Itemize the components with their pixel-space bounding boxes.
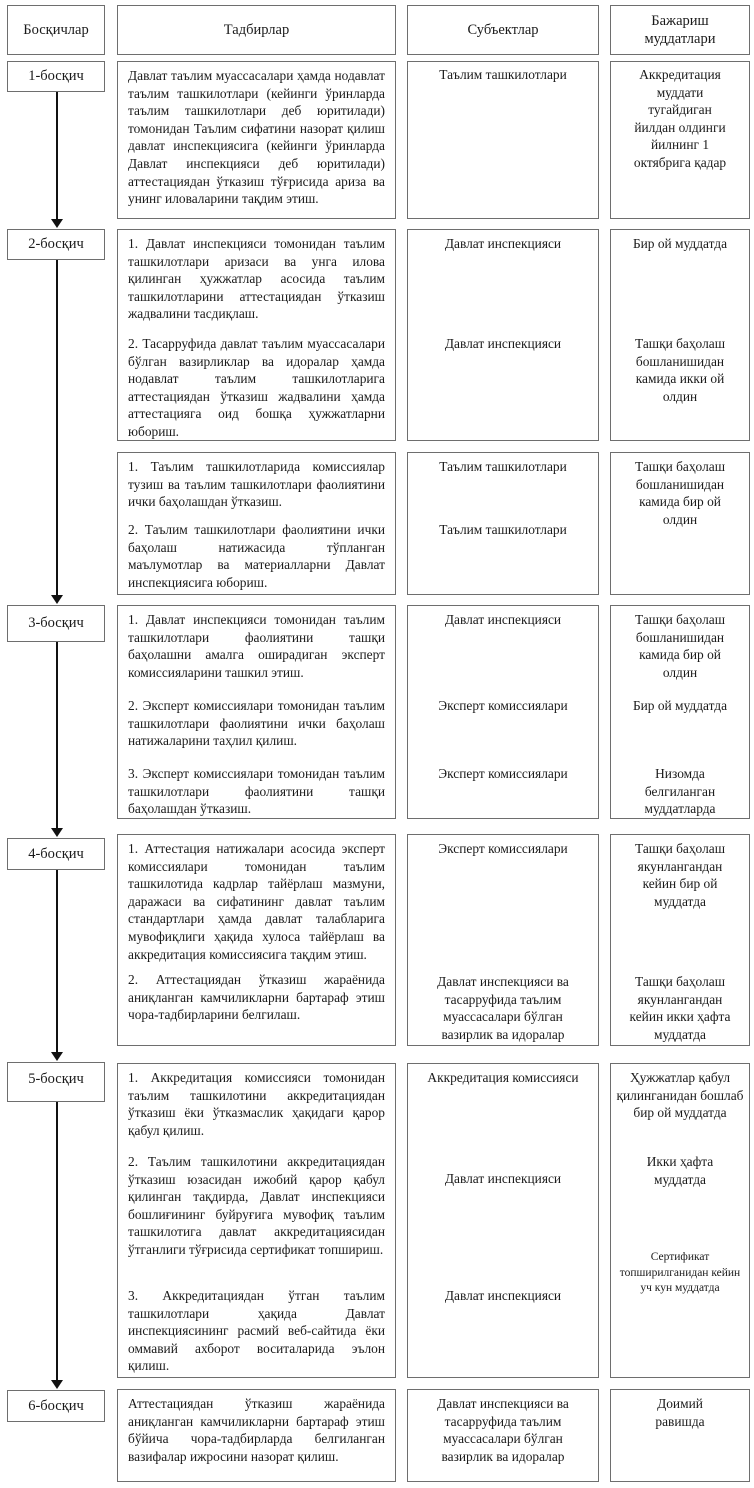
stage-label: 5-босқич	[28, 1071, 84, 1087]
stage-4-deadlines	[610, 834, 750, 1046]
stage-3-box	[7, 605, 105, 642]
header-deadlines-label: Бажариш муддатлари	[644, 13, 716, 47]
activity-text: Давлат таълим муассасалари ҳамда нодавлат таълим ташкилотлари (кейинги ўринларда таълим ташкилотлари деб юритилади) томонидан Таълим сифатини назорат қилиш давлат инспекциясига (кейинги ўринларда Давлат инспекцияси деб юритилади) аттестациядан ўтказиш тўғрисида ариза ва унинг иловаларини тақдим этиш.	[128, 68, 385, 207]
deadline-text: Ҳужжатлар қабул қилинганидан бошлаб бир ой муддатда	[616, 1070, 744, 1121]
activity-text: 1. Таълим ташкилотларида комиссиялар тузиш ва таълим ташкилотлари фаолиятини ички баҳолашдан ўтказиш.	[128, 459, 385, 510]
deadline-text: Ташқи баҳолаш бошланишидан камида бир ой олдин	[634, 612, 726, 680]
deadline-text: Ташқи баҳолаш якунлангандан кейин икки ҳафта муддатда	[629, 974, 731, 1042]
stage-3-activities	[117, 605, 396, 819]
activity-text: 3. Аккредитациядан ўтган таълим ташкилотлари ҳақида Давлат инспекциясининг расмий веб-сайтида ёки оммавий ахборот воситаларида эълон қилиш.	[128, 1288, 385, 1374]
stage-label: 3-босқич	[28, 615, 84, 631]
stage-2-box	[7, 229, 105, 260]
arrow-down-icon	[51, 1380, 63, 1389]
subject-text: Таълим ташкилотлари	[439, 522, 567, 537]
stage-1-box	[7, 61, 105, 92]
deadline-text: Доимий равишда	[655, 1396, 705, 1429]
stage-3-subjects	[407, 605, 599, 819]
subject-text: Давлат инспекцияси	[444, 1171, 562, 1186]
stage-2b-activities	[117, 452, 396, 595]
stage-6-subjects	[407, 1389, 599, 1482]
subject-text: Аккредитация комиссияси	[427, 1070, 579, 1085]
header-activities	[117, 5, 396, 55]
deadline-text: Икки ҳафта муддатда	[646, 1154, 714, 1187]
subject-text: Давлат инспекцияси	[444, 236, 562, 251]
activity-text: 2. Эксперт комиссиялари томонидан таълим ташкилотлари фаолиятини ички баҳолаш натижаларини таҳлил қилиш.	[128, 698, 385, 749]
header-activities-label: Тадбирлар	[223, 22, 290, 38]
stage-2b-subjects	[407, 452, 599, 595]
header-stages-label: Босқичлар	[23, 22, 89, 38]
stage-label: 6-босқич	[28, 1397, 84, 1414]
activity-text: Аттестациядан ўтказиш жараёнида аниқланган камчиликларни бартараф этиш бўйича чора-тадбирларда белгиланган вазифалар ижросини назорат қилиш.	[128, 1396, 385, 1464]
header-stages	[7, 5, 105, 55]
arrow-down-icon	[51, 219, 63, 228]
activity-text: 2. Таълим ташкилотини аккредитациядан ўтказиш юзасидан ижобий қарор қабул қилинган тақдирда, Давлат инспекцияси бошлиғининг буйруғига мувофиқ таълим ташкилотига давлат аккредитациясидан ўтганлиги тўғрисида сертификат топшириш.	[128, 1154, 385, 1257]
deadline-text: Ташқи баҳолаш якунлангандан кейин бир ой муддатда	[634, 841, 726, 909]
deadline-text: Бир ой муддатда	[632, 236, 728, 251]
stage-6-deadlines	[610, 1389, 750, 1482]
deadline-text: Бир ой муддатда	[632, 698, 728, 713]
stage-label: 4-босқич	[28, 845, 84, 862]
subject-text: Давлат инспекцияси	[444, 1288, 562, 1303]
activity-text: 1. Аттестация натижалари асосида эксперт комиссиялари томонидан таълим ташкилотида кадрлар тайёрлаш мазмуни, даражаси ва сифатининг давлат таълим стандартлари ҳамда давлат талабларига мувофиқлиги ҳақида хулоса тайёрлаш ва аккредитация комиссиясига тақдим этиш.	[128, 841, 385, 962]
stage-2-subjects	[407, 229, 599, 441]
header-deadlines	[610, 5, 750, 55]
stage-5-subjects	[407, 1063, 599, 1378]
flow-connector	[56, 642, 58, 828]
activity-text: 1. Давлат инспекцияси томонидан таълим ташкилотлари аризаси ва унга илова қилинган ҳужжатлар асосида таълим ташкилотларини аттестациядан ўтказиш жадвалини тасдиқлаш.	[128, 236, 385, 322]
stage-label: 1-босқич	[28, 68, 84, 84]
stage-4-activities	[117, 834, 396, 1046]
stage-2b-deadlines	[610, 452, 750, 595]
stage-6-box	[7, 1390, 105, 1422]
stage-5-activities	[117, 1063, 396, 1378]
activity-text: 2. Аттестациядан ўтказиш жараёнида аниқланган камчиликларни бартараф этиш чора-тадбирларини белгилаш.	[128, 972, 385, 1023]
activity-text: 2. Тасарруфида давлат таълим муассасалари бўлган вазирликлар ва идоралар ҳамда нодавлат таълим ташкилотларига аттестациядан ўтказиш жадвалини ҳамда аттестацияга оид бошқа ҳужжатларни юбориш.	[128, 336, 385, 439]
flow-connector	[56, 1102, 58, 1381]
arrow-down-icon	[51, 1052, 63, 1061]
stage-label: 2-босқич	[28, 236, 84, 252]
deadline-text: Сертификат топширилганидан кейин уч кун муддатда	[619, 1251, 741, 1294]
header-subjects-label: Субъектлар	[467, 22, 539, 38]
arrow-down-icon	[51, 595, 63, 604]
flow-connector	[56, 92, 58, 219]
subject-text: Таълим ташкилотлари	[439, 67, 567, 82]
activity-text: 2. Таълим ташкилотлари фаолиятини ички баҳолаш натижасида тўпланган маълумотлар ва материалларни Давлат инспекциясига юбориш.	[128, 522, 385, 590]
subject-text: Давлат инспекцияси ва тасарруфида таълим муассасалари бўлган вазирлик ва идоралар	[437, 974, 569, 1042]
subject-text: Давлат инспекцияси	[444, 612, 562, 627]
header-subjects	[407, 5, 599, 55]
activity-text: 3. Эксперт комиссиялари томонидан таълим ташкилотлари фаолиятини ташқи баҳолашдан ўтказиш.	[128, 766, 385, 817]
deadline-text: Ташқи баҳолаш бошланишидан камида бир ой олдин	[634, 459, 726, 527]
activity-text: 1. Давлат инспекцияси томонидан таълим ташкилотлари фаолиятини ташқи баҳолашни амалга оширадиган эксперт комиссияларини ташкил этиш.	[128, 612, 385, 680]
activity-text: 1. Аккредитация комиссияси томонидан таълим ташкилотини аккредитациядан ўтказиш ёки ўтказмаслик ҳақидаги қарор қабул қилиш.	[128, 1070, 385, 1138]
subject-text: Давлат инспекцияси ва тасарруфида таълим муассасалари бўлган вазирлик ва идоралар	[437, 1396, 569, 1464]
deadline-text: Низомда белгиланган муддатларда	[644, 766, 716, 817]
stage-4-subjects	[407, 834, 599, 1046]
stage-5-box	[7, 1062, 105, 1102]
subject-text: Эксперт комиссиялари	[438, 841, 568, 856]
arrow-down-icon	[51, 828, 63, 837]
stage-1-subjects	[407, 61, 599, 219]
stage-4-box	[7, 838, 105, 870]
subject-text: Эксперт комиссиялари	[438, 698, 568, 713]
deadline-text: Ташқи баҳолаш бошланишидан камида икки ой олдин	[634, 336, 726, 404]
stage-2-deadlines	[610, 229, 750, 441]
stage-1-deadlines	[610, 61, 750, 219]
flow-connector	[56, 870, 58, 1053]
stage-3-deadlines	[610, 605, 750, 819]
stage-2-activities	[117, 229, 396, 441]
subject-text: Эксперт комиссиялари	[438, 766, 568, 781]
flow-connector	[56, 260, 58, 595]
deadline-text: Аккредитация муддати тугайдиган йилдан олдинги йилнинг 1 октябрига қадар	[633, 67, 727, 170]
stage-5-deadlines	[610, 1063, 750, 1378]
stage-1-activities	[117, 61, 396, 219]
stage-6-activities	[117, 1389, 396, 1482]
subject-text: Давлат инспекцияси	[444, 336, 562, 351]
subject-text: Таълим ташкилотлари	[439, 459, 567, 474]
